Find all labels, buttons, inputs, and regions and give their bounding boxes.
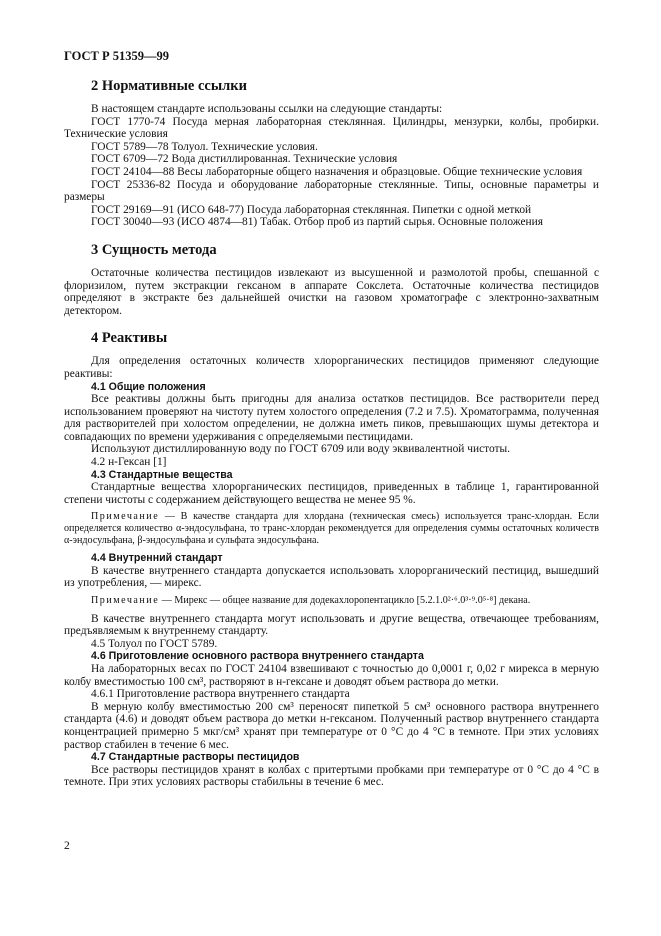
note-label: Примечание — [91, 511, 160, 523]
reference-item: ГОСТ 6709—72 Вода дистиллированная. Технические условия — [91, 153, 398, 166]
item-4-6-1: 4.6.1 Приготовление раствора внутреннего стандарта — [91, 688, 350, 701]
section-3-text: Остаточные количества пестицидов извлекают из высушенной и размолотой пробы, спешанной с флоризилом, путем экстракции гексаном в аппарате Сокслета. Остаточные количества пестицидов определяют в экстракте без дальнейшей очистки на газовом хроматографе с электронно-захватным детектором. — [64, 266, 599, 317]
reference-item: ГОСТ 25336-82 Посуда и оборудование лабораторные стеклянные. Типы, основные параметры и размеры — [64, 178, 599, 204]
subsection-4-4-other: В качестве внутреннего стандарта могут использовать и другие вещества, отвечающее требованиям, предъявляемым к внутреннему стандарту. — [64, 612, 599, 638]
reference-item: ГОСТ 24104—88 Весы лабораторные общего назначения и образцовые. Общие технические условия — [91, 165, 583, 178]
reference-item: ГОСТ 30040—93 (ИСО 4874—81) Табак. Отбор проб из партий сырья. Основные положения — [91, 216, 543, 229]
section-3-title: 3 Сущность метода — [91, 241, 217, 258]
subsection-4-1-water: Используют дистиллированную воду по ГОСТ 6709 или воду эквивалентной чистоты. — [91, 443, 510, 456]
standard-code-header: ГОСТ Р 51359—99 — [64, 49, 170, 63]
subsection-4-1-title: 4.1 Общие положения — [91, 380, 206, 393]
note-label: Примечание — [91, 595, 160, 606]
item-4-2: 4.2 н-Гексан [1] — [91, 456, 167, 469]
section-4-intro: Для определения остаточных количеств хлорорганических пестицидов применяют следующие реактивы: — [64, 355, 599, 380]
subsection-4-6-title: 4.6 Приготовление основного раствора внутреннего стандарта — [91, 650, 424, 663]
item-4-6-1-text: В мерную колбу вместимостью 200 см³ переносят пипеткой 5 см³ основного раствора внутреннего стандарта (4.6) и доводят объем раствора до метки н-гексаном. Полученный раствор внутреннего стандарта концентрацией примерно 5 мкг/см³ хранят при температуре от 0 °С до 4 °С в темноте. При этих условиях раствор стабилен в течение 6 мес. — [64, 700, 599, 751]
subsection-4-6-text: На лабораторных весах по ГОСТ 24104 взвешивают с точностью до 0,0001 г, 0,02 г мирекса в мерную колбу вместимостью 100 см³, растворяют в н-гексане и доводят объем раствора до метки. — [64, 662, 599, 688]
item-4-5: 4.5 Толуол по ГОСТ 5789. — [91, 637, 218, 650]
subsection-4-4-text: В качестве внутреннего стандарта допускается использовать хлорорганический пестицид, вышедший из употребления, — мирекс. — [64, 564, 599, 590]
subsection-4-4-title: 4.4 Внутренний стандарт — [91, 552, 223, 565]
note-4-3 — [64, 511, 599, 546]
note-text: — В качестве стандарта для хлордана (техническая смесь) используется транс-хлордан. Если определяется количество α-эндосульфана, то транс-хлордан рекомендуется для определения суммы остаточных количеств α-эндосульфана, β-эндосульфана и сульфата эндосульфана. — [64, 511, 599, 546]
document-body — [64, 78, 599, 789]
section-2-title: 2 Нормативные ссылки — [91, 78, 247, 94]
page-number: 2 — [64, 840, 70, 852]
note-4-4 — [64, 595, 599, 607]
reference-item: ГОСТ 29169—91 (ИСО 648-77) Посуда лабораторная стеклянная. Пипетки с одной меткой — [91, 203, 532, 216]
subsection-4-7-text: Все растворы пестицидов хранят в колбах с притертыми пробками при температуре от 0 °С до 4 °С в темноте. При этих условиях растворы стабильны в течение 6 мес. — [64, 763, 599, 789]
section-2-intro: В настоящем стандарте использованы ссылки на следующие стандарты: — [91, 103, 443, 115]
reference-item: ГОСТ 5789—78 Толуол. Технические условия. — [91, 140, 318, 153]
reference-item: ГОСТ 1770-74 Посуда мерная лабораторная стеклянная. Цилиндры, мензурки, колбы, пробирки. Технические условия — [64, 115, 599, 141]
subsection-4-1-text: Все реактивы должны быть пригодны для анализа остатков пестицидов. Все растворители перед использованием проверяют на чистоту путем холостого определения (7.2 и 7.5). Хроматограмма, полученная для растворителей при холостом определении, не должна иметь пиков, превышающих шумы детектора и совпадающих по времени удерживания с определяемыми пестицидами. — [64, 393, 599, 443]
subsection-4-7-title: 4.7 Стандартные растворы пестицидов — [91, 751, 300, 764]
note-text: — Мирекс — общее название для додекахлоропентацикло [5.2.1.0²·⁶.0³·⁹.0⁵·⁸] декана. — [159, 595, 531, 606]
subsection-4-3-text: Стандартные вещества хлорорганических пестицидов, приведенных в таблице 1, гарантированной степени чистоты с содержанием действующего вещества не менее 95 %. — [64, 481, 599, 506]
subsection-4-3-title: 4.3 Стандартные вещества — [91, 468, 233, 481]
section-4-title: 4 Реактивы — [91, 330, 168, 347]
